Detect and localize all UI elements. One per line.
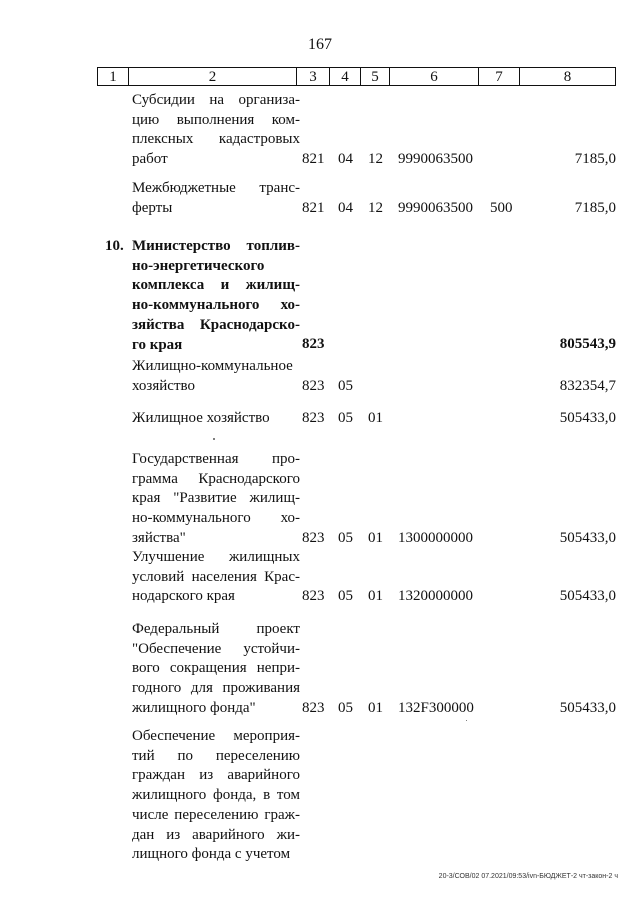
table-row (0, 620, 640, 719)
row-name-line: Федеральный проект (132, 621, 300, 637)
row-name-line: работ (132, 151, 168, 168)
table-row (0, 548, 640, 607)
row-name-line: тий по переселению (132, 747, 300, 764)
header-col-6: 6 (390, 68, 479, 85)
row-name-line: плексных кадастровых (132, 131, 300, 148)
row-c6-value: 9990063500 (398, 199, 473, 216)
row-name-line: но-энергетического (132, 257, 265, 274)
row-name-line: Государственная про- (132, 451, 300, 467)
row-name-line: дан из аварийного жи- (132, 826, 300, 843)
row-c3-value: 823 (302, 588, 325, 605)
row-c5-value: 01 (368, 699, 383, 716)
scan-speck (213, 438, 215, 440)
row-name-line: зяйства Краснодарско- (132, 316, 300, 333)
scan-speck (466, 720, 467, 721)
row-c7-value: 500 (490, 199, 513, 216)
row-name-line: числе переселению граж- (132, 806, 300, 823)
table-row (0, 727, 640, 865)
row-c5-value: 12 (368, 199, 383, 216)
row-name (132, 91, 300, 170)
row-c6-value: 1300000000 (398, 529, 473, 546)
row-name-line: Жилищно-коммунальное (132, 358, 293, 374)
table-row (0, 409, 640, 429)
row-c3-value: 823 (302, 699, 325, 716)
table-row (0, 179, 640, 218)
row-name-line: вого сокращения непри- (132, 660, 300, 677)
table-row (0, 357, 640, 396)
row-name-line: хозяйство (132, 377, 195, 394)
row-name-line: Межбюджетные транс- (132, 180, 300, 196)
row-c3-value: 821 (302, 151, 325, 168)
row-name-line: жилищного фонда, в том (132, 787, 300, 804)
row-name-line: условий населения Крас- (132, 568, 300, 585)
row-name-line: Обеспечение мероприя- (132, 728, 300, 744)
row-name-line: Жилищное хозяйство (132, 410, 270, 426)
header-col-8: 8 (563, 69, 572, 85)
row-c3-value: 823 (302, 377, 325, 394)
row-c8-value: 505433,0 (559, 588, 616, 605)
row-c4-value: 04 (338, 199, 353, 216)
row-c6-value: 1320000000 (398, 588, 473, 605)
row-name-line: но-коммунального хо- (132, 510, 300, 527)
row-c4-value: 05 (338, 529, 353, 546)
row-c8-value: 7185,0 (574, 199, 616, 216)
row-name-line: цию выполнения ком- (132, 111, 300, 128)
row-c5-value: 01 (368, 529, 383, 546)
row-name-line: зяйства" (132, 529, 186, 546)
row-name-line: грамма Краснодарского (132, 470, 300, 487)
row-c4-value: 05 (338, 699, 353, 716)
row-name-line: комплекса и жилищ- (132, 277, 300, 294)
row-name-line: края "Развитие жилищ- (132, 490, 300, 507)
row-c3-value: 823 (302, 336, 325, 353)
row-name-line: Министерство топлив- (132, 238, 300, 254)
row-name (132, 409, 300, 429)
row-name-line: граждан из аварийного (132, 767, 300, 784)
row-c6-value: 132F300000 (398, 699, 474, 716)
header-col-3: 3 (297, 68, 330, 85)
page-number: 167 (308, 36, 332, 53)
row-c5-value: 01 (368, 409, 383, 426)
row-c3-value: 823 (302, 529, 325, 546)
row-name-line: Субсидии на организа- (132, 92, 300, 108)
row-name (132, 450, 300, 549)
header-col-4: 4 (330, 68, 361, 85)
row-name-line: Улучшение жилищных (132, 549, 300, 565)
row-c8-value: 505433,0 (559, 699, 616, 716)
table-row (0, 91, 640, 170)
row-c4-value: 05 (338, 377, 353, 394)
row-c8-value: 832354,7 (559, 377, 616, 394)
row-name-line: нодарского края (132, 588, 235, 605)
row-c8-value: 505433,0 (559, 409, 616, 426)
row-c4-value: 05 (338, 588, 353, 605)
row-name (132, 727, 300, 865)
row-name (132, 237, 300, 355)
header-col-5: 5 (361, 68, 390, 85)
document-footer: 20-3/СОВ/02 07.2021/09:53/ivn-БЮДЖЕТ-2 чт-закон-2 ч (438, 873, 618, 880)
row-c8-value: 805543,9 (559, 336, 616, 353)
row-name-line: ферты (132, 199, 173, 216)
row-c8-value: 7185,0 (574, 151, 616, 168)
table-header (97, 67, 616, 86)
header-col-2: 2 (129, 68, 297, 85)
row-c3-value: 823 (302, 409, 325, 426)
header-col-7: 7 (479, 68, 520, 85)
row-c3-value: 821 (302, 199, 325, 216)
row-name-line: но-коммунального хо- (132, 297, 300, 314)
row-c8-value: 505433,0 (559, 529, 616, 546)
table-row (0, 237, 640, 355)
row-c4-value: 04 (338, 151, 353, 168)
row-name (132, 548, 300, 607)
row-number: 10. (105, 238, 124, 254)
row-name (132, 620, 300, 719)
header-col-1: 1 (98, 68, 129, 85)
table-row (0, 450, 640, 549)
row-c4-value: 05 (338, 409, 353, 426)
row-name (132, 357, 300, 396)
row-name (132, 179, 300, 218)
row-name-line: го края (132, 336, 183, 353)
row-c5-value: 12 (368, 151, 383, 168)
row-c6-value: 9990063500 (398, 151, 473, 168)
row-name-line: "Обеспечение устойчи- (132, 640, 300, 657)
row-c5-value: 01 (368, 588, 383, 605)
row-name-line: лищного фонда с учетом (132, 846, 291, 863)
row-name-line: жилищного фонда" (132, 699, 256, 716)
row-name-line: годного для проживания (132, 680, 300, 697)
